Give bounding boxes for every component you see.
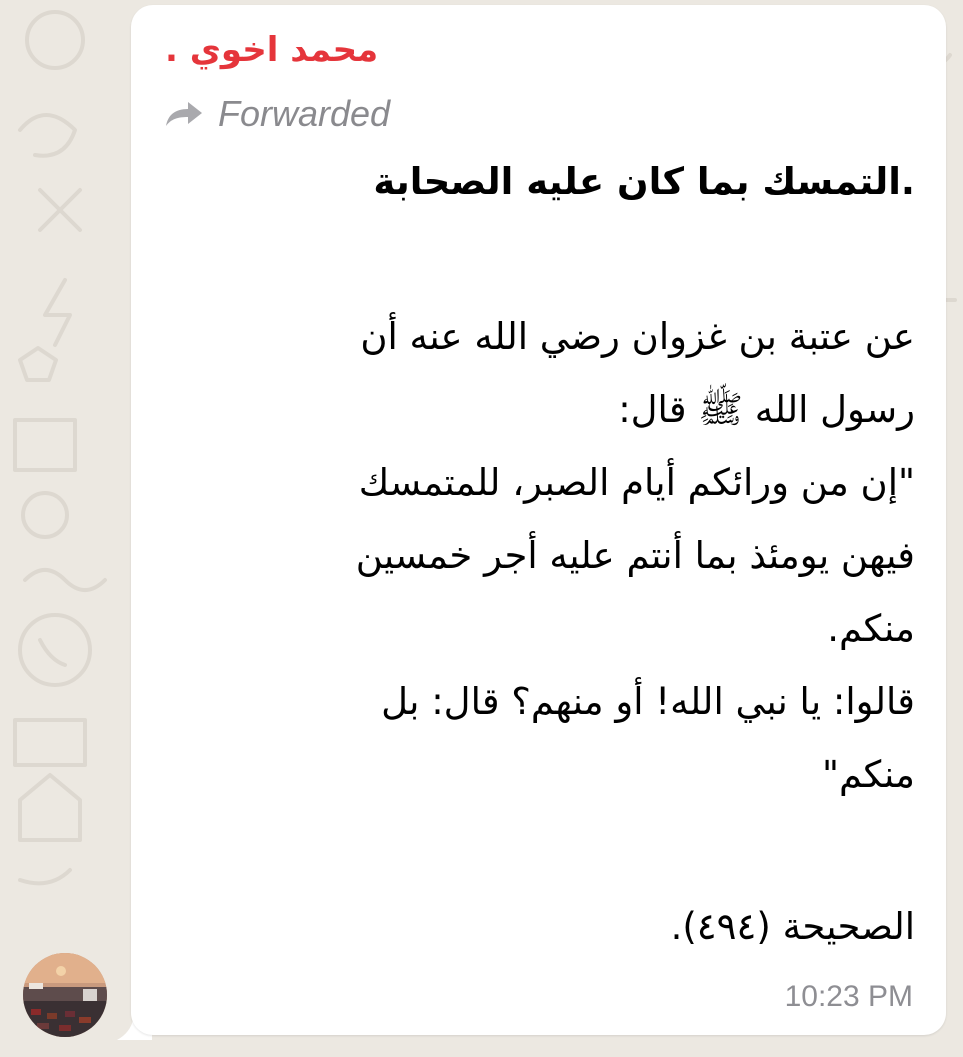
forwarded-label: Forwarded (218, 93, 391, 134)
message-line: فيهن يومئذ بما أنتم عليه أجر خمسين (355, 534, 915, 577)
sender-name[interactable]: محمد اخوي . (165, 30, 379, 70)
message-line: منكم" (821, 753, 915, 796)
forward-arrow-icon (164, 100, 204, 128)
forwarded-indicator (164, 93, 390, 135)
message-line: منكم. (827, 607, 915, 650)
message-line: "إن من ورائكم أيام الصبر، للمتمسك (358, 461, 915, 504)
message-title: .التمسك بما كان عليه الصحابة (373, 160, 915, 203)
message-body (155, 300, 915, 811)
message-timestamp: 10:23 PM (784, 980, 913, 1013)
message-line: عن عتبة بن غزوان رضي الله عنه أن (360, 315, 915, 358)
sender-avatar[interactable] (23, 953, 107, 1037)
message-line: رسول الله ﷺ قال: (618, 388, 915, 431)
hadith-source: الصحيحة (٤٩٤). (670, 905, 915, 948)
avatar-photo-icon (23, 953, 107, 1037)
message-line: قالوا: يا نبي الله! أو منهم؟ قال: بل (381, 680, 915, 723)
